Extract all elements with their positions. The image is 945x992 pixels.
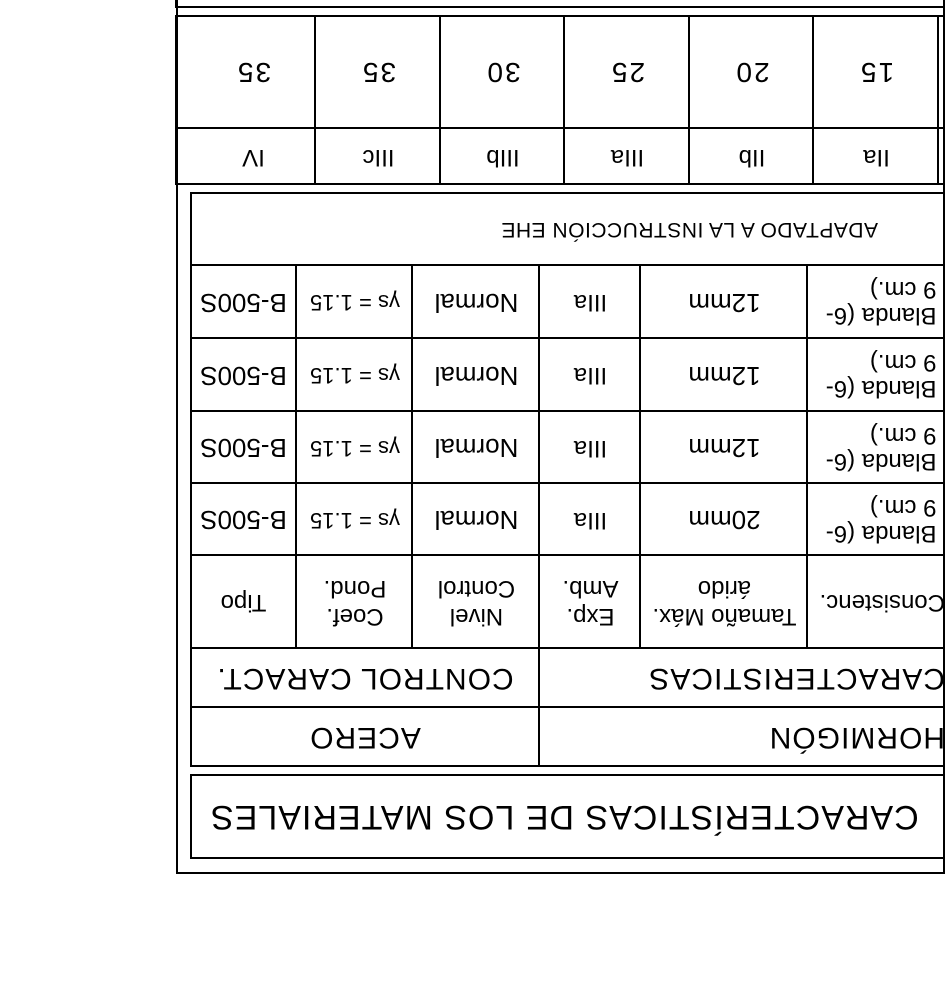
control-cell: Normal — [434, 361, 519, 391]
type-cell: B-500S — [200, 433, 287, 464]
consistency-value: Blanda (6-9 cm.) — [825, 276, 937, 330]
column-header-aggregate — [641, 556, 808, 649]
cover-value: 35 — [360, 57, 397, 88]
steel-header: ACERO — [309, 721, 421, 755]
cover-value: 30 — [485, 57, 521, 88]
control-cell: Normal — [434, 433, 519, 464]
exposure-class: IV — [242, 144, 265, 171]
aggregate-cell: 12mm — [688, 433, 761, 464]
gamma-cell: γs = 1.15 — [310, 436, 400, 461]
exposure-cell: IIIa — [573, 289, 608, 317]
type-cell: B-500S — [200, 505, 287, 536]
consistency-cell — [808, 412, 945, 484]
column-header-exposure-label: Exp. Amb. — [562, 575, 619, 631]
cover-value: 20 — [734, 57, 770, 88]
cover-value: 15 — [858, 57, 895, 88]
lower-section-frame — [175, 0, 945, 8]
control-cell: Normal — [434, 505, 519, 536]
consistency-cell — [808, 266, 945, 339]
exposure-cell: IIIa — [573, 507, 608, 534]
consistency-value: Blanda (6-9 cm.) — [825, 349, 937, 403]
type-cell: B-500S — [200, 288, 287, 318]
gamma-cell: γs = 1.15 — [310, 290, 400, 316]
consistency-cell — [808, 484, 945, 556]
exposure-class: IIb — [738, 144, 766, 171]
exposure-cell: IIIa — [573, 435, 608, 462]
aggregate-cell: 20mm — [688, 505, 761, 536]
column-header-control-label: Nivel Control — [437, 575, 516, 631]
exposure-class: IIIa — [610, 144, 645, 171]
exposure-cell: IIIa — [573, 362, 608, 390]
exposure-class: IIIc — [362, 144, 395, 171]
gamma-cell: γs = 1.15 — [310, 508, 400, 533]
exposure-class: IIIb — [486, 144, 520, 171]
cover-value: 25 — [609, 57, 646, 88]
column-header-control — [413, 556, 540, 649]
consistency-cell — [808, 339, 945, 412]
column-header-exposure — [540, 556, 641, 649]
column-header-consistency: Consistenc. — [819, 589, 945, 617]
column-header-type: Tipo — [220, 589, 267, 617]
exposure-class: IIa — [863, 144, 890, 171]
standard-note: ADAPTADO A LA INSTRUCCIÓN EHE — [500, 218, 878, 241]
aggregate-cell: 12mm — [688, 288, 761, 318]
concrete-subheader: CARACTERISTICAS — [648, 662, 945, 696]
column-header-coefficient — [297, 556, 413, 649]
aggregate-cell: 12mm — [688, 361, 761, 391]
column-header-coefficient-label: Coef. Pond. — [323, 575, 387, 631]
column-header-aggregate-label: Tamaño Máx. árido — [652, 575, 797, 631]
control-cell: Normal — [434, 288, 519, 318]
page-title: CARACTERÍSTICAS DE LOS MATERIALES — [210, 798, 919, 836]
type-cell: B-500S — [200, 361, 287, 391]
cover-value: 35 — [235, 57, 272, 88]
concrete-header: HORMIGÓN — [768, 721, 945, 755]
steel-subheader: CONTROL CARACT. — [216, 662, 514, 696]
consistency-value: Blanda (6-9 cm.) — [825, 494, 937, 547]
consistency-value: Blanda (6-9 cm.) — [825, 422, 937, 475]
gamma-cell: γs = 1.15 — [310, 363, 400, 389]
